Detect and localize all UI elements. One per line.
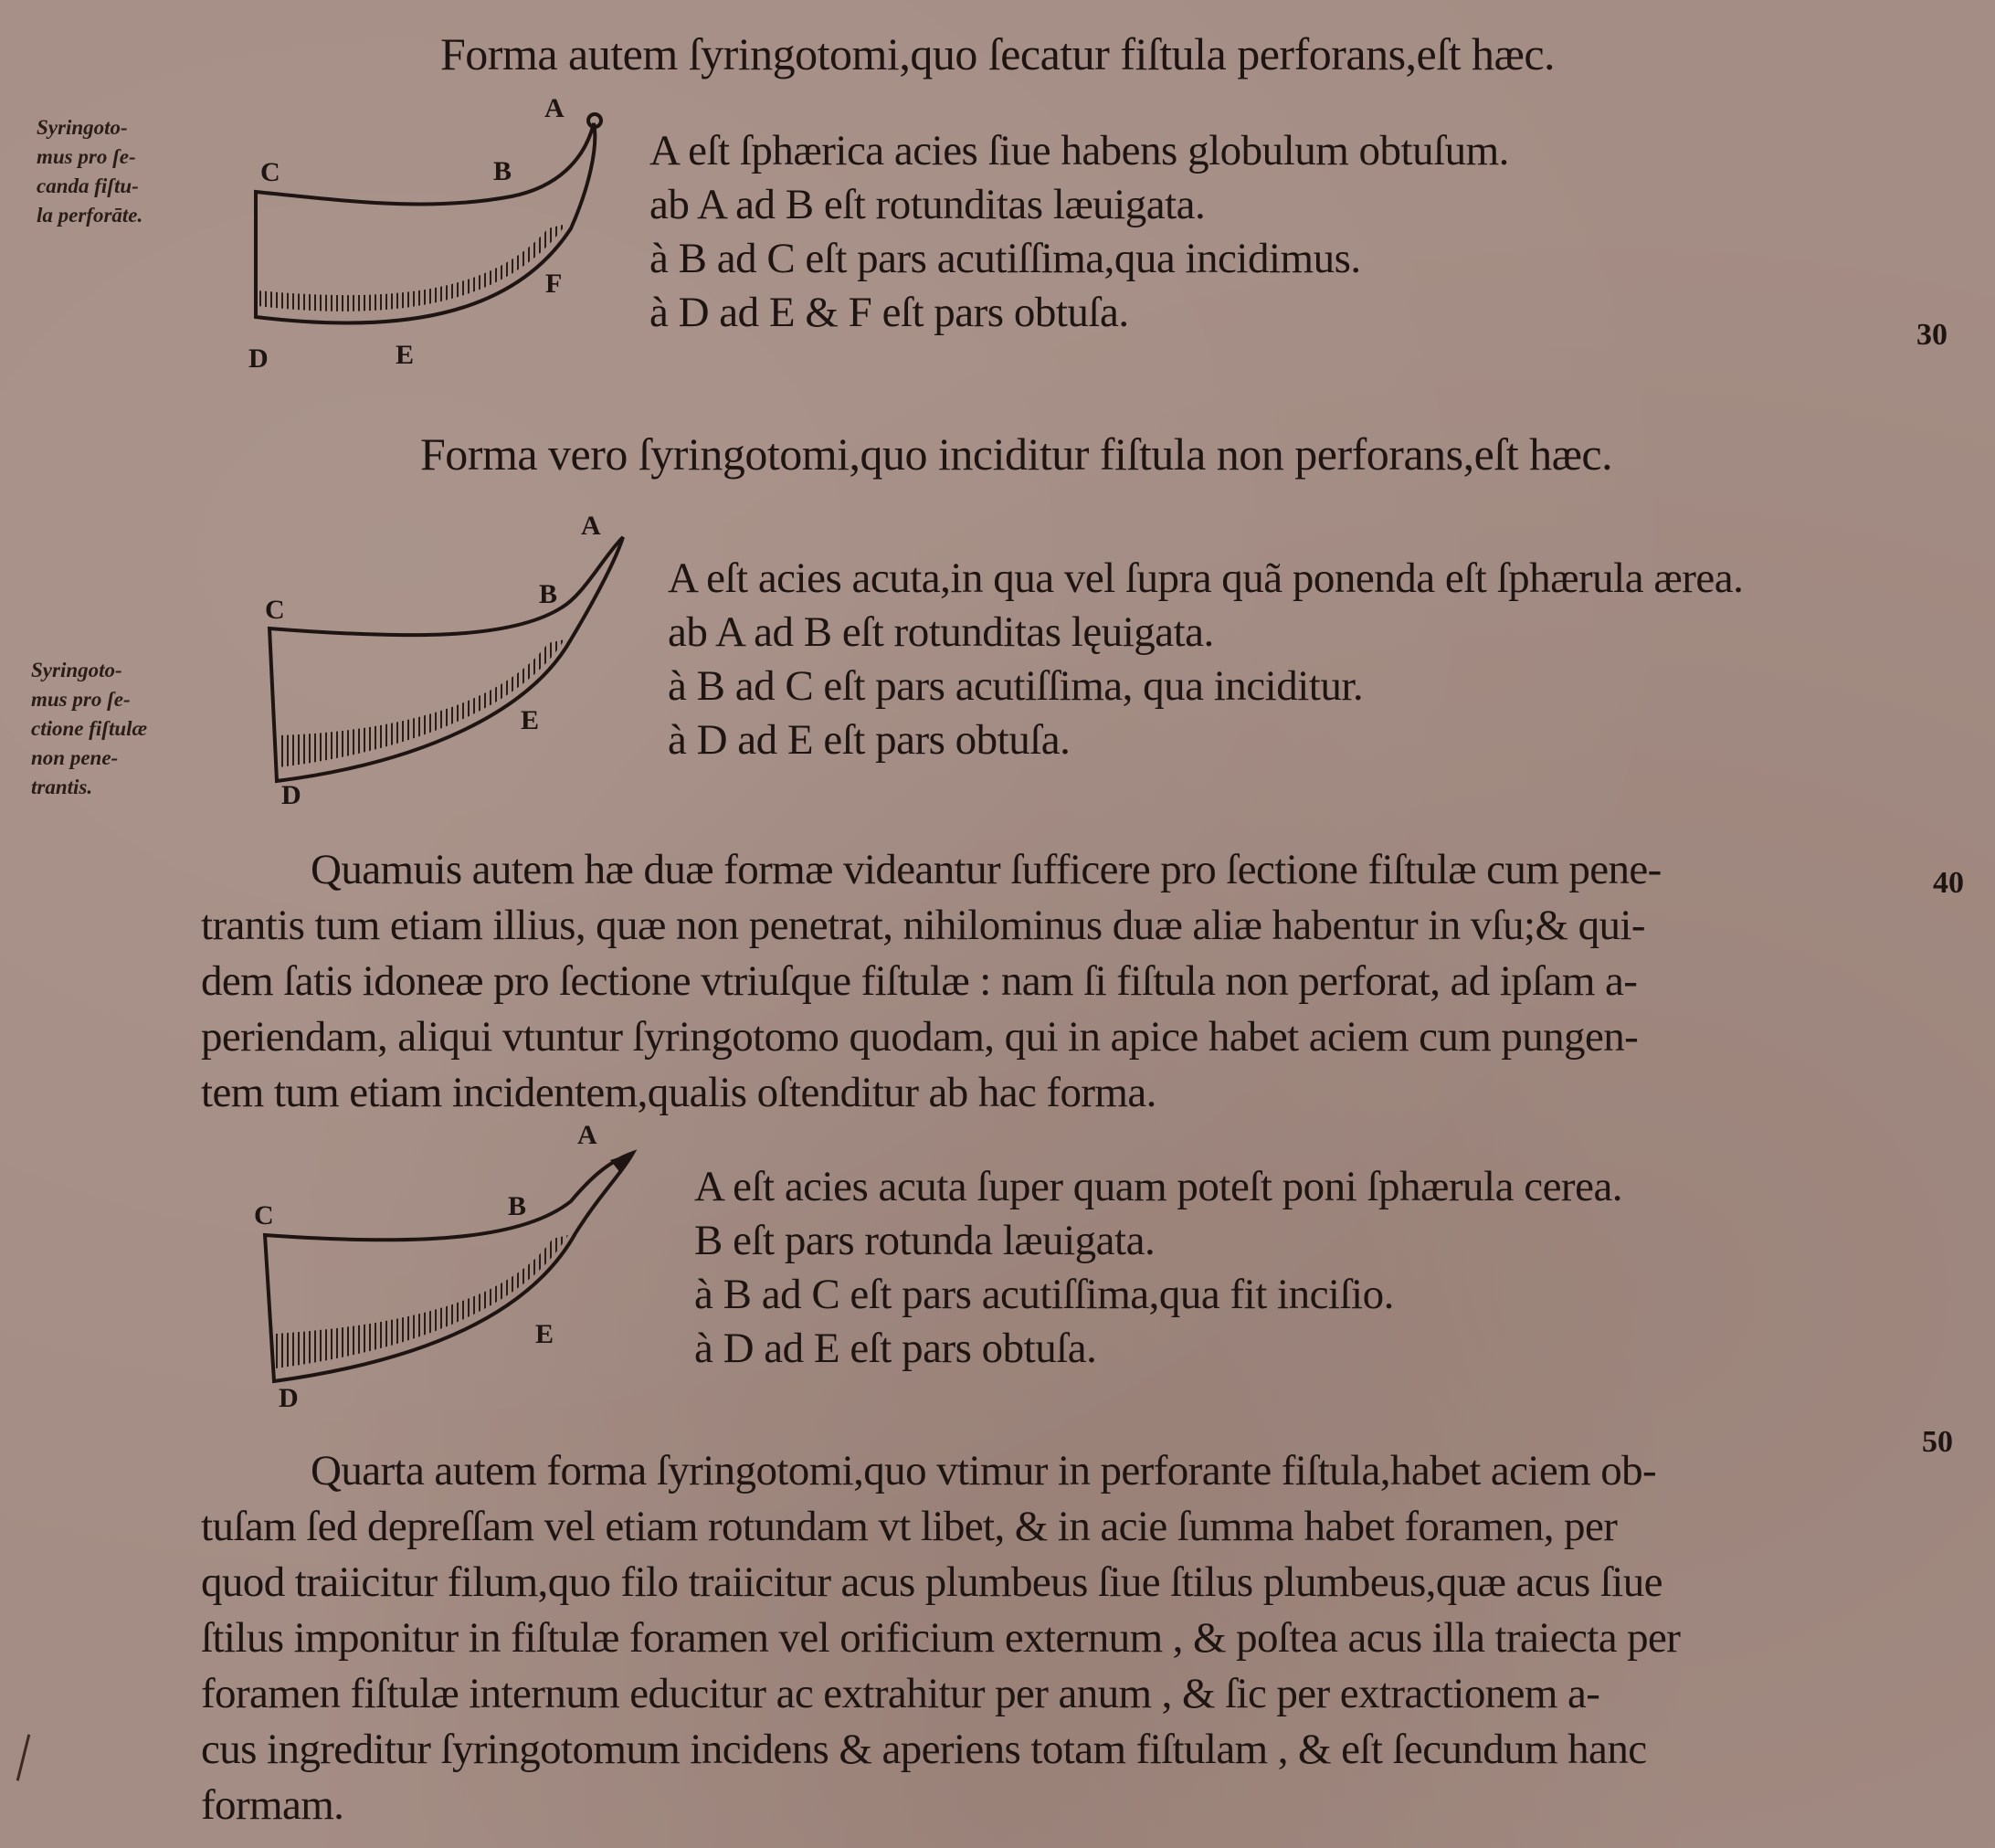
label-C: C [254,1200,274,1230]
label-F: F [545,269,563,299]
margin-note-line: non pene- [31,746,119,769]
margin-note-line: mus pro ſe- [31,688,131,711]
caption-line: à B ad C eſt pars acutiſſima, qua inciditur. [668,662,1364,710]
margin-note-line: trantis. [31,776,93,798]
margin-note-line: canda fiſtu- [37,174,139,197]
label-D: D [248,343,269,374]
paragraph-line: formam. [201,1781,344,1829]
paragraph-line: trantis tum etiam illius, quæ non penetrat, nihilominus duæ aliæ habentur in vſu;& qui- [201,902,1645,949]
paragraph-line: Quamuis autem hæ duæ formæ videantur ſufficere pro ſectione fiſtulæ cum pene- [311,846,1662,893]
paragraph-line: tuſam ſed depreſſam vel etiam rotundam vt libet, & in acie ſumma habet foramen, per [201,1503,1618,1550]
paragraph-line: periendam, aliqui vtuntur ſyringotomo quodam, qui in apice habet aciem cum pungen- [201,1013,1639,1061]
caption-line: A eſt acies acuta ſuper quam poteſt poni ſphærula cerea. [694,1163,1623,1210]
label-B: B [493,156,512,186]
label-B: B [539,579,558,609]
label-E: E [396,340,415,370]
section-heading-non-perforans: Forma vero ſyringotomi,quo inciditur fiſtula non perforans,eſt hæc. [420,428,1613,480]
label-A: A [581,511,601,541]
label-A: A [577,1120,597,1150]
caption-line: à D ad E & F eſt pars obtuſa. [649,289,1129,336]
caption-line: A eſt acies acuta,in qua vel ſupra quã ponenda eſt ſphærula ærea. [668,554,1744,602]
paragraph-line: quod traiicitur filum,quo filo traiicitur acus plumbeus ſiue ſtilus plumbeus,quæ acus ſiue [201,1558,1662,1606]
caption-line: ab A ad B eſt rotunditas læuigata. [649,181,1206,228]
label-C: C [265,595,285,625]
line-number-50: 50 [1922,1425,1953,1459]
margin-note-line: Syringoto- [37,116,128,139]
figure-3-caption [694,1160,1622,1376]
paragraph-line: foramen fiſtulæ internum educitur ac extrahitur per anum , & ſic per extractionem a- [201,1670,1600,1717]
paragraph-line: ſtilus imponitur in fiſtulæ foramen vel orificium externum , & poſtea acus illa traiecta per [201,1614,1681,1662]
label-A: A [544,93,565,123]
caption-line: B eſt pars rotunda læuigata. [694,1217,1156,1264]
paragraph-line: dem ſatis idoneæ pro ſectione vtriuſque fiſtulæ : nam ſi fiſtula non perforat, ad ipſam a- [201,957,1638,1005]
caption-line: ab A ad B eſt rotunditas lęuigata. [668,608,1214,656]
label-E: E [535,1319,554,1349]
caption-line: à D ad E eſt pars obtuſa. [668,716,1071,764]
margin-note-line: Syringoto- [31,659,122,681]
margin-note-line: mus pro ſe- [37,145,136,168]
label-E: E [521,705,540,735]
margin-note-line: la perforāte. [37,204,143,227]
line-number-40: 40 [1933,866,1964,900]
paragraph-line: Quarta autem forma ſyringotomi,quo vtimur in perforante fiſtula,habet aciem ob- [311,1447,1657,1494]
label-B: B [508,1191,527,1221]
paragraph-line: tem tum etiam incidentem,qualis oſtenditur ab hac forma. [201,1069,1156,1116]
line-number-30: 30 [1916,318,1948,352]
label-C: C [260,157,280,187]
label-D: D [281,780,301,810]
caption-line: à B ad C eſt pars acutiſſima,qua fit inciſio. [694,1271,1394,1318]
paragraph-quarta [201,1443,1680,1833]
paragraph-line: cus ingreditur ſyringotomum incidens & aperiens totam fiſtulam , & eſt ſecundum hanc [201,1726,1647,1773]
margin-note-line: ctione fiſtulæ [31,717,148,740]
caption-line: A eſt ſphærica acies ſiue habens globulum obtuſum. [649,127,1509,174]
caption-line: à D ad E eſt pars obtuſa. [694,1325,1097,1372]
section-heading-perforans: Forma autem ſyringotomi,quo ſecatur fiſtula perforans,eſt hæc. [440,28,1556,79]
caption-line: à B ad C eſt pars acutiſſima,qua incidimus. [649,235,1361,282]
label-D: D [279,1383,299,1413]
